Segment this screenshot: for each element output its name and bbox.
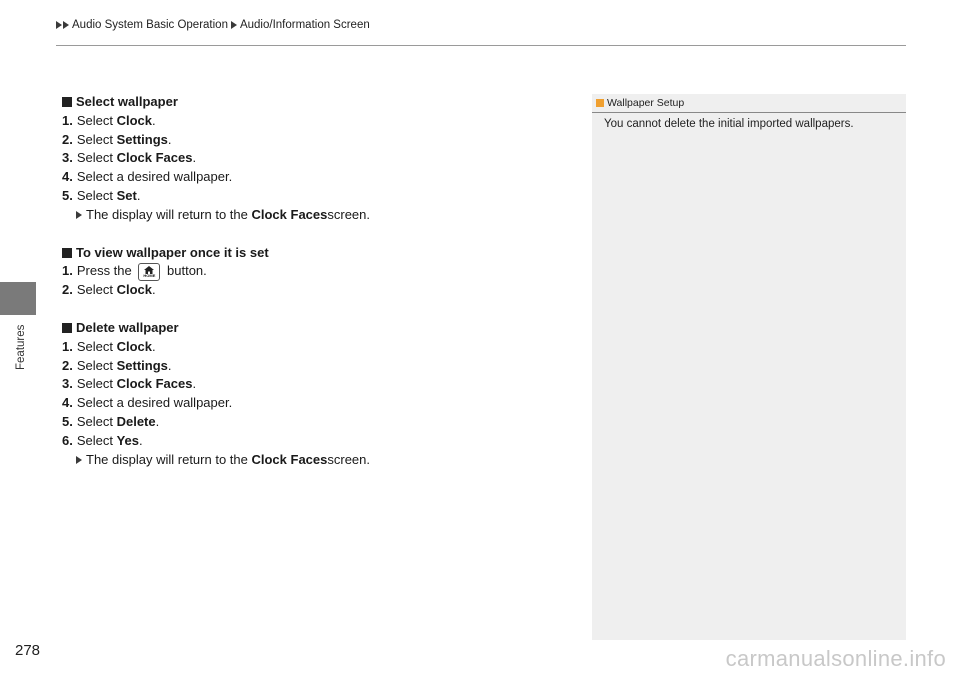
section-heading: Delete wallpaper xyxy=(62,319,562,338)
step: 1. Press the HOME button. xyxy=(62,262,562,281)
step: 2. Select Settings. xyxy=(62,357,172,373)
step: 5. Select Delete. xyxy=(62,413,160,429)
step: 6. Select Yes. xyxy=(62,432,143,448)
step: 1. Select Clock. xyxy=(62,112,156,128)
square-bullet-icon xyxy=(62,248,72,258)
breadcrumb-separator-icon xyxy=(231,21,237,29)
breadcrumb xyxy=(56,19,370,31)
step: 4. Select a desired wallpaper. xyxy=(62,169,233,185)
square-bullet-icon xyxy=(62,97,72,107)
breadcrumb-item[interactable]: Audio/Information Screen xyxy=(239,19,370,31)
side-tab-marker xyxy=(0,282,36,315)
step: 3. Select Clock Faces. xyxy=(62,376,197,392)
section-select-wallpaper xyxy=(62,93,562,225)
home-button-icon: HOME xyxy=(138,263,160,281)
step: 2. Select Clock. xyxy=(62,282,156,298)
section-heading: Select wallpaper xyxy=(62,93,562,112)
main-content xyxy=(62,93,562,488)
result-arrow-icon xyxy=(76,456,82,464)
note-panel xyxy=(592,94,906,640)
step: 2. Select Settings. xyxy=(62,131,172,147)
step: 4. Select a desired wallpaper. xyxy=(62,395,233,411)
section-heading: To view wallpaper once it is set xyxy=(62,244,562,263)
page-number: 278 xyxy=(15,642,41,659)
step: 3. Select Clock Faces. xyxy=(62,150,197,166)
note-title: Wallpaper Setup xyxy=(596,97,684,109)
result-arrow-icon xyxy=(76,211,82,219)
section-delete-wallpaper xyxy=(62,319,562,469)
header-divider xyxy=(56,45,906,46)
breadcrumb-arrow-icon xyxy=(56,21,69,29)
note-bullet-icon xyxy=(596,99,604,107)
side-tab-label: Features xyxy=(15,324,27,370)
breadcrumb-item[interactable]: Audio System Basic Operation xyxy=(72,19,228,31)
step: 5. Select Set. xyxy=(62,187,141,203)
watermark: carmanualsonline.info xyxy=(725,646,946,671)
note-divider xyxy=(592,112,906,113)
step: 1. Select Clock. xyxy=(62,338,156,354)
square-bullet-icon xyxy=(62,323,72,333)
step-result: The display will return to the Clock Faces screen. xyxy=(62,451,562,470)
note-body: You cannot delete the initial imported wallpapers. xyxy=(604,118,854,130)
step-result: The display will return to the Clock Faces screen. xyxy=(62,206,562,225)
section-view-wallpaper xyxy=(62,244,562,300)
